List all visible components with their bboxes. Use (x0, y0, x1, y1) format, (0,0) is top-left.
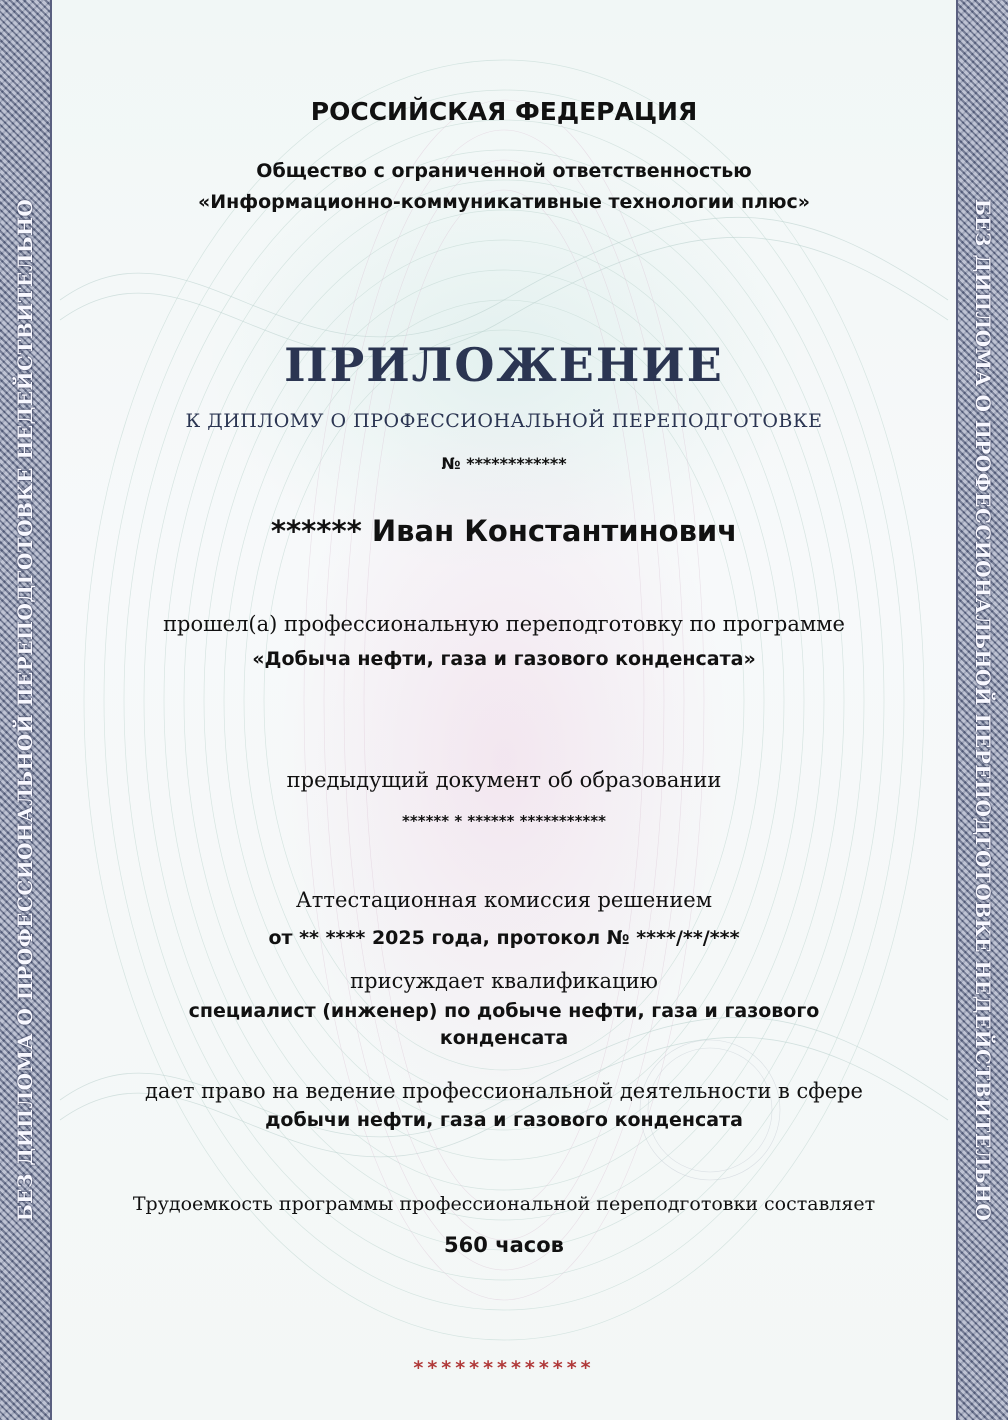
organization-line-2: «Информационно-коммуникативные технологии плюс» (197, 191, 811, 213)
left-border-text: БЕЗ ДИПЛОМА О ПРОФЕССИОНАЛЬНОЙ ПЕРЕПОДГОТОВКЕ НЕДЕЙСТВИТЕЛЬНО (13, 198, 37, 1222)
program-name: «Добыча нефти, газа и газового конденсата» (252, 648, 756, 670)
document-content (60, 0, 948, 1420)
labor-intensity-label: Трудоемкость программы профессиональной переподготовки составляет (132, 1193, 876, 1215)
program-intro: прошел(а) профессиональную переподготовку по программе (163, 612, 845, 636)
labor-hours: 560 часов (444, 1233, 564, 1257)
qualification-line-2: конденсата (439, 1027, 569, 1049)
right-border-caption (958, 0, 1008, 1420)
activity-sphere: добычи нефти, газа и газового конденсата (265, 1109, 743, 1131)
document-title: ПРИЛОЖЕНИЕ (284, 338, 724, 392)
organization-line-1: Общество с ограниченной ответственностью (256, 160, 752, 182)
country-heading: РОССИЙСКАЯ ФЕДЕРАЦИЯ (310, 97, 698, 126)
previous-document-label: предыдущий документ об образовании (286, 768, 722, 792)
document-subtitle: К ДИПЛОМУ О ПРОФЕССИОНАЛЬНОЙ ПЕРЕПОДГОТОВКЕ (185, 410, 823, 432)
qualification-line-1: специалист (инженер) по добыче нефти, газа и газового (188, 1000, 820, 1022)
left-border-caption (0, 0, 50, 1420)
qualification-label: присуждает квалификацию (350, 969, 658, 993)
holder-name: ****** Иван Константинович (270, 514, 738, 548)
activity-label: дает право на ведение профессиональной деятельности в сфере (145, 1079, 863, 1103)
document-number: № ************ (441, 454, 567, 473)
right-border-text: БЕЗ ДИПЛОМА О ПРОФЕССИОНАЛЬНОЙ ПЕРЕПОДГОТОВКЕ НЕДЕЙСТВИТЕЛЬНО (971, 198, 995, 1222)
previous-document-value: ****** * ****** *********** (402, 812, 606, 830)
serial-number: ************* (413, 1357, 595, 1379)
commission-protocol: от ** **** 2025 года, протокол № ****/**/*** (268, 927, 740, 949)
commission-label: Аттестационная комиссия решением (295, 888, 713, 912)
